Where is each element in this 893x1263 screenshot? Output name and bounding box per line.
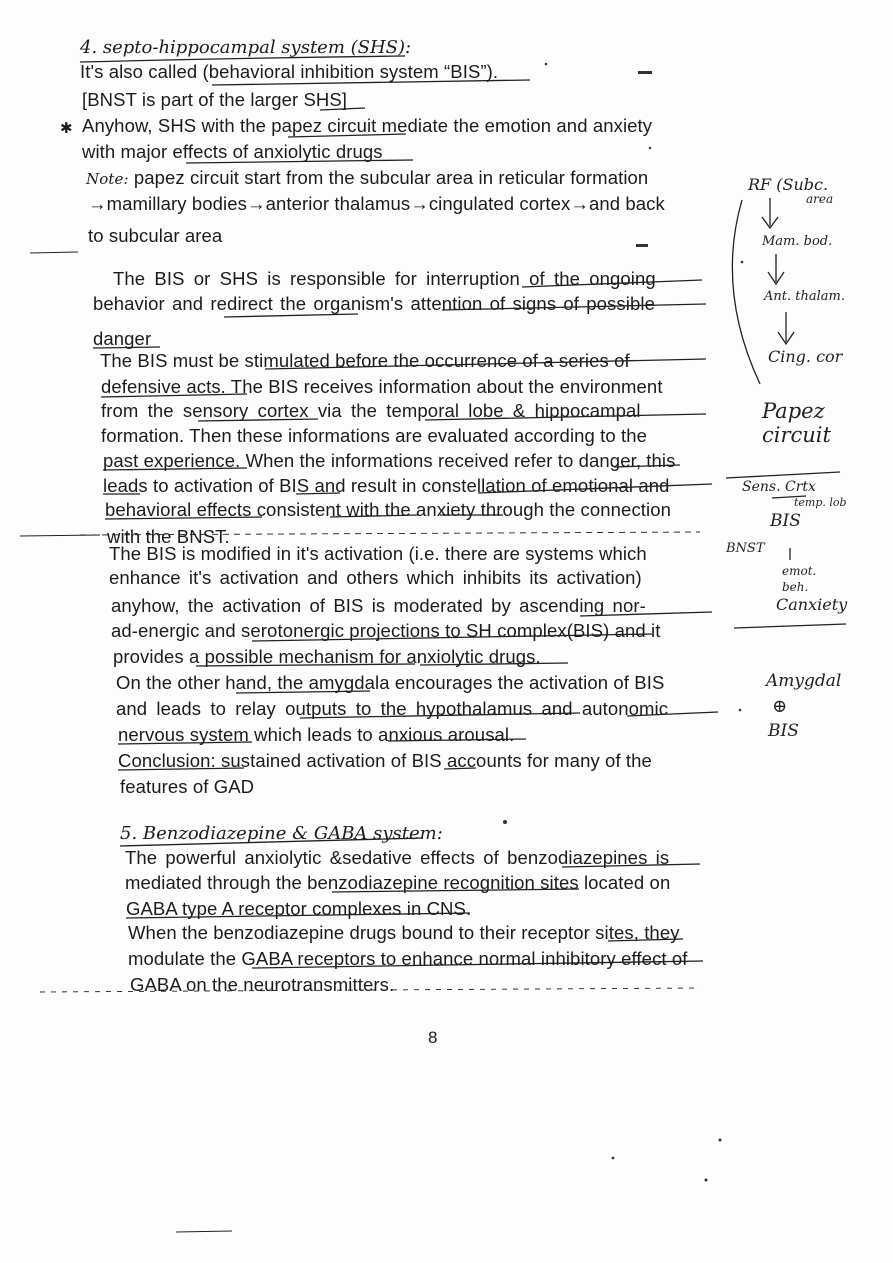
text-line: GABA on the neurotransmitters. <box>130 974 395 995</box>
margin-note-anxiety: Canxiety <box>776 595 848 614</box>
margin-note-bnst: BNST <box>726 541 765 556</box>
text-line: with the BNST. <box>107 526 230 547</box>
text-line: from the sensory cortex via the temporal lobe & hippocampal <box>101 400 641 421</box>
text-line: nervous system which leads to anxious arousal. <box>118 724 515 745</box>
margin-note-amygdala: Amygdal <box>766 671 842 691</box>
margin-note-circuit: circuit <box>762 423 831 447</box>
text-line: ad-energic and serotonergic projections to SH complex(BIS) and it <box>111 620 661 641</box>
text-line: On the other hand, the amygdala encourages the activation of BIS <box>116 672 665 693</box>
text-line: The BIS or SHS is responsible for interruption of the ongoing <box>113 268 656 289</box>
margin-note-area: area <box>806 192 834 206</box>
margin-note-papez: Papez <box>762 399 825 423</box>
text-line: anyhow, the activation of BIS is moderated by ascending nor- <box>111 595 646 616</box>
margin-note-plus: ⊕ <box>772 696 788 717</box>
text-line: defensive acts. The BIS receives information about the environment <box>101 376 663 397</box>
margin-note-bis-2: BIS <box>768 721 799 741</box>
section-5-heading: 5. Benzodiazepine & GABA system: <box>120 823 443 844</box>
text-line: enhance it's activation and others which inhibits its activation) <box>109 567 642 588</box>
section-4-heading: 4. septo-hippocampal system (SHS): <box>80 37 412 58</box>
star-bullet-icon: ✱ <box>60 120 73 137</box>
margin-note-bis: BIS <box>770 511 801 531</box>
text-line: with major effects of anxiolytic drugs <box>82 141 383 162</box>
text-line: features of GAD <box>120 776 255 797</box>
margin-note-emot: emot. <box>782 564 817 578</box>
text-line: formation. Then these informations are evaluated according to the <box>101 425 648 446</box>
text-line: GABA type A receptor complexes in CNS. <box>126 898 472 919</box>
text-line: provides a possible mechanism for anxiolytic drugs. <box>113 646 541 667</box>
margin-note-mam: Mam. bod. <box>762 234 833 249</box>
text-line: modulate the GABA receptors to enhance normal inhibitory effect of <box>128 948 688 969</box>
margin-note-cing: Cing. cor <box>768 347 843 366</box>
text-line: past experience. When the informations received refer to danger, this <box>103 450 676 471</box>
text-line: and leads to relay outputs to the hypothalamus and autonomic <box>116 698 669 719</box>
text-line: The BIS must be stimulated before the occurrence of a series of <box>100 350 630 371</box>
text-line: mediated through the benzodiazepine recognition sites located on <box>125 872 671 893</box>
text-line: leads to activation of BIS and result in constellation of emotional and <box>103 475 670 496</box>
page-number: 8 <box>428 1028 438 1047</box>
margin-note-rf: RF (Subc. <box>748 175 829 194</box>
text-line: When the benzodiazepine drugs bound to their receptor sites, they <box>128 922 680 943</box>
text-line: The powerful anxiolytic &sedative effects of benzodiazepines is <box>125 847 670 868</box>
text-line: Conclusion: sustained activation of BIS accounts for many of the <box>118 750 652 771</box>
text-line: Anyhow, SHS with the papez circuit mediate the emotion and anxiety <box>82 115 653 136</box>
text-line: danger <box>93 328 152 349</box>
margin-note-beh: beh. <box>782 580 809 594</box>
text-line: It's also called (behavioral inhibition system “BIS”). <box>80 61 499 82</box>
text-line: to subcular area <box>88 225 223 246</box>
text-line: The BIS is modified in it's activation (i.e. there are systems which <box>109 543 647 564</box>
margin-note-ant: Ant. thalam. <box>764 289 845 304</box>
note-label: Note: <box>86 170 129 188</box>
note-text: papez circuit start from the subcular area in reticular formation <box>133 167 649 188</box>
margin-note-temp: temp. lob <box>794 496 847 509</box>
text-line: →mamillary bodies→anterior thalamus→cingulated cortex→and back <box>88 193 665 214</box>
text-line: [BNST is part of the larger SHS] <box>82 89 348 110</box>
text-line: behavioral effects consistent with the anxiety through the connection <box>105 499 672 520</box>
text-line: behavior and redirect the organism's attention of signs of possible <box>93 293 655 314</box>
margin-note-sens: Sens. Crtx <box>742 479 816 495</box>
